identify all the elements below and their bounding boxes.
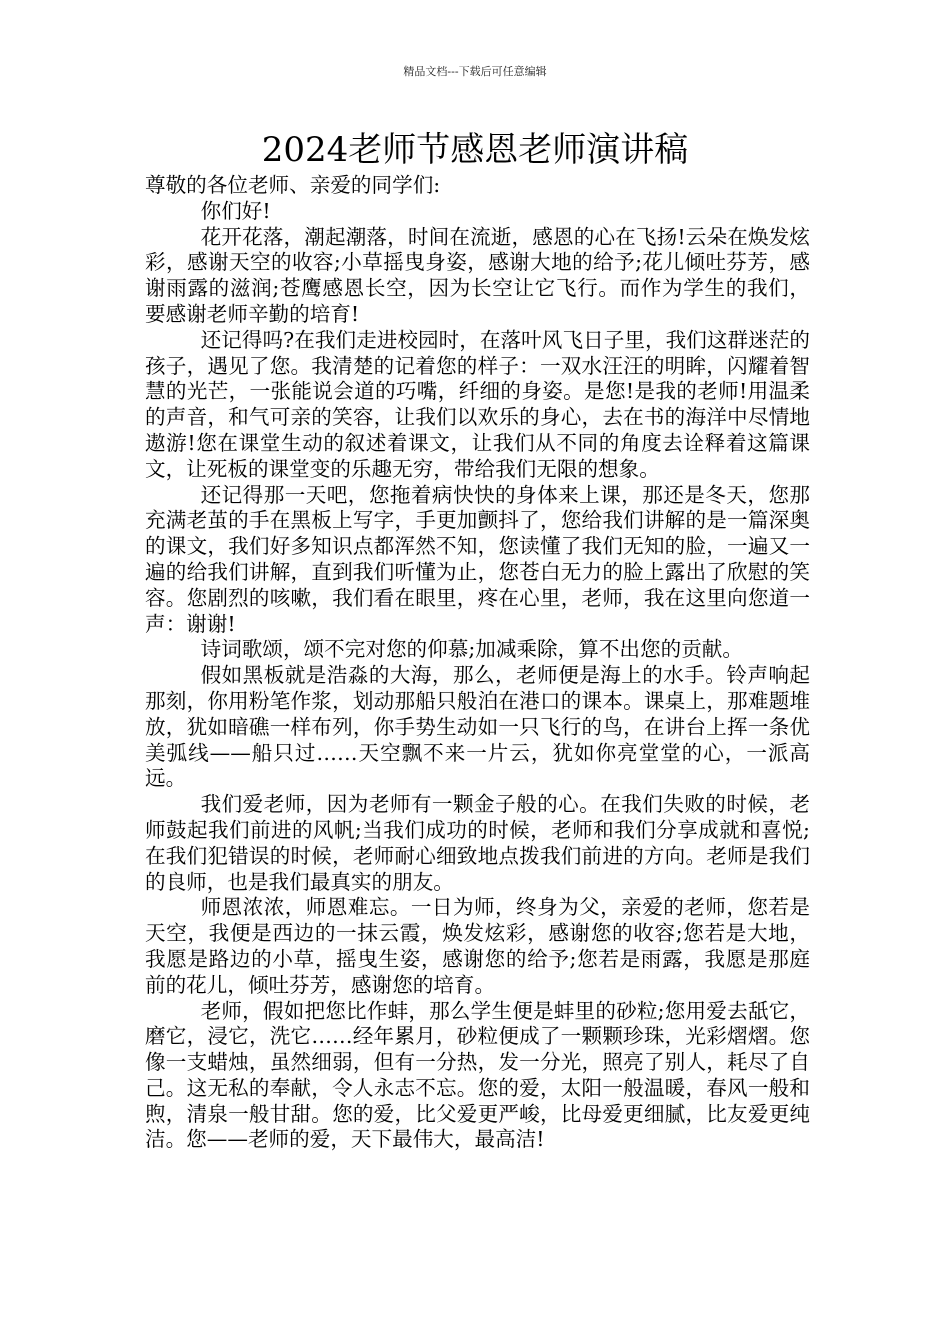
document-body <box>145 173 810 1153</box>
paragraph: 还记得那一天吧，您拖着病快快的身体来上课，那还是冬天，您那充满老茧的手在黑板上写字，手更加颤抖了，您给我们讲解的是一篇深奥的课文，我们好多知识点都浑然不知，您读懂了我们无知的脸，一遍又一遍的给我们讲解，直到我们听懂为止，您苍白无力的脸上露出了欣慰的笑容。您剧烈的咳嗽，我们看在眼里，疼在心里，老师，我在这里向您道一声：谢谢! <box>145 482 810 636</box>
paragraph-greeting: 你们好! <box>200 198 271 223</box>
paragraph: 我们爱老师，因为老师有一颗金子般的心。在我们失败的时候，老师鼓起我们前进的风帆;当我们成功的时候，老师和我们分享成就和喜悦;在我们犯错误的时候，老师耐心细致地点拨我们前进的方向。老师是我们的良师，也是我们最真实的朋友。 <box>145 792 810 894</box>
document-title: 2024老师节感恩老师演讲稿 <box>261 130 689 170</box>
paragraph: 师恩浓浓，师恩难忘。一日为师，终身为父，亲爱的老师，您若是天空，我便是西边的一抹云霞，焕发炫彩，感谢您的收容;您若是大地，我愿是路边的小草，摇曳生姿，感谢您的给予;您若是雨露，我愿是那庭前的花儿，倾吐芬芳，感谢您的培育。 <box>145 895 810 997</box>
paragraph: 还记得吗?在我们走进校园时，在落叶风飞日子里，我们这群迷茫的孩子，遇见了您。我清楚的记着您的样子：一双水汪汪的明眸，闪耀着智慧的光芒，一张能说会道的巧嘴，纤细的身姿。是您!是我的老师!用温柔的声音，和气可亲的笑容，让我们以欢乐的身心，去在书的海洋中尽情地遨游!您在课堂生动的叙述着课文，让我们从不同的角度去诠释着这篇课文，让死板的课堂变的乐趣无穷，带给我们无限的想象。 <box>145 327 810 481</box>
paragraph: 诗词歌颂，颂不完对您的仰慕;加减乘除，算不出您的贡献。 <box>200 637 743 662</box>
header-note: 精品文档---下载后可任意编辑 <box>403 65 547 78</box>
paragraph: 老师，假如把您比作蚌，那么学生便是蚌里的砂粒;您用爱去舐它，磨它，浸它，洗它……经年累月，砂粒便成了一颗颗珍珠，光彩熠熠。您像一支蜡烛，虽然细弱，但有一分热，发一分光，照亮了别人，耗尽了自己。这无私的奉献，令人永志不忘。您的爱，太阳一般温暖，春风一般和煦，清泉一般甘甜。您的爱，比父爱更严峻，比母爱更细腻，比友爱更纯洁。您——老师的爱，天下最伟大，最高洁! <box>145 998 810 1152</box>
paragraph: 花开花落，潮起潮落，时间在流逝，感恩的心在飞扬!云朵在焕发炫彩，感谢天空的收容;小草摇曳身姿，感谢大地的给予;花儿倾吐芬芳，感谢雨露的滋润;苍鹰感恩长空，因为长空让它飞行。而作为学生的我们，要感谢老师辛勤的培育! <box>145 224 810 326</box>
salutation: 尊敬的各位老师、亲爱的同学们: <box>145 173 441 197</box>
paragraph: 假如黑板就是浩淼的大海，那么，老师便是海上的水手。铃声响起那刻，你用粉笔作浆，划动那船只般泊在港口的课本。课桌上，那难题堆放，犹如暗礁一样布列，你手势生动如一只飞行的鸟，在讲台上挥一条优美弧线——船只过……天空飘不来一片云，犹如你亮堂堂的心，一派高远。 <box>145 663 810 791</box>
